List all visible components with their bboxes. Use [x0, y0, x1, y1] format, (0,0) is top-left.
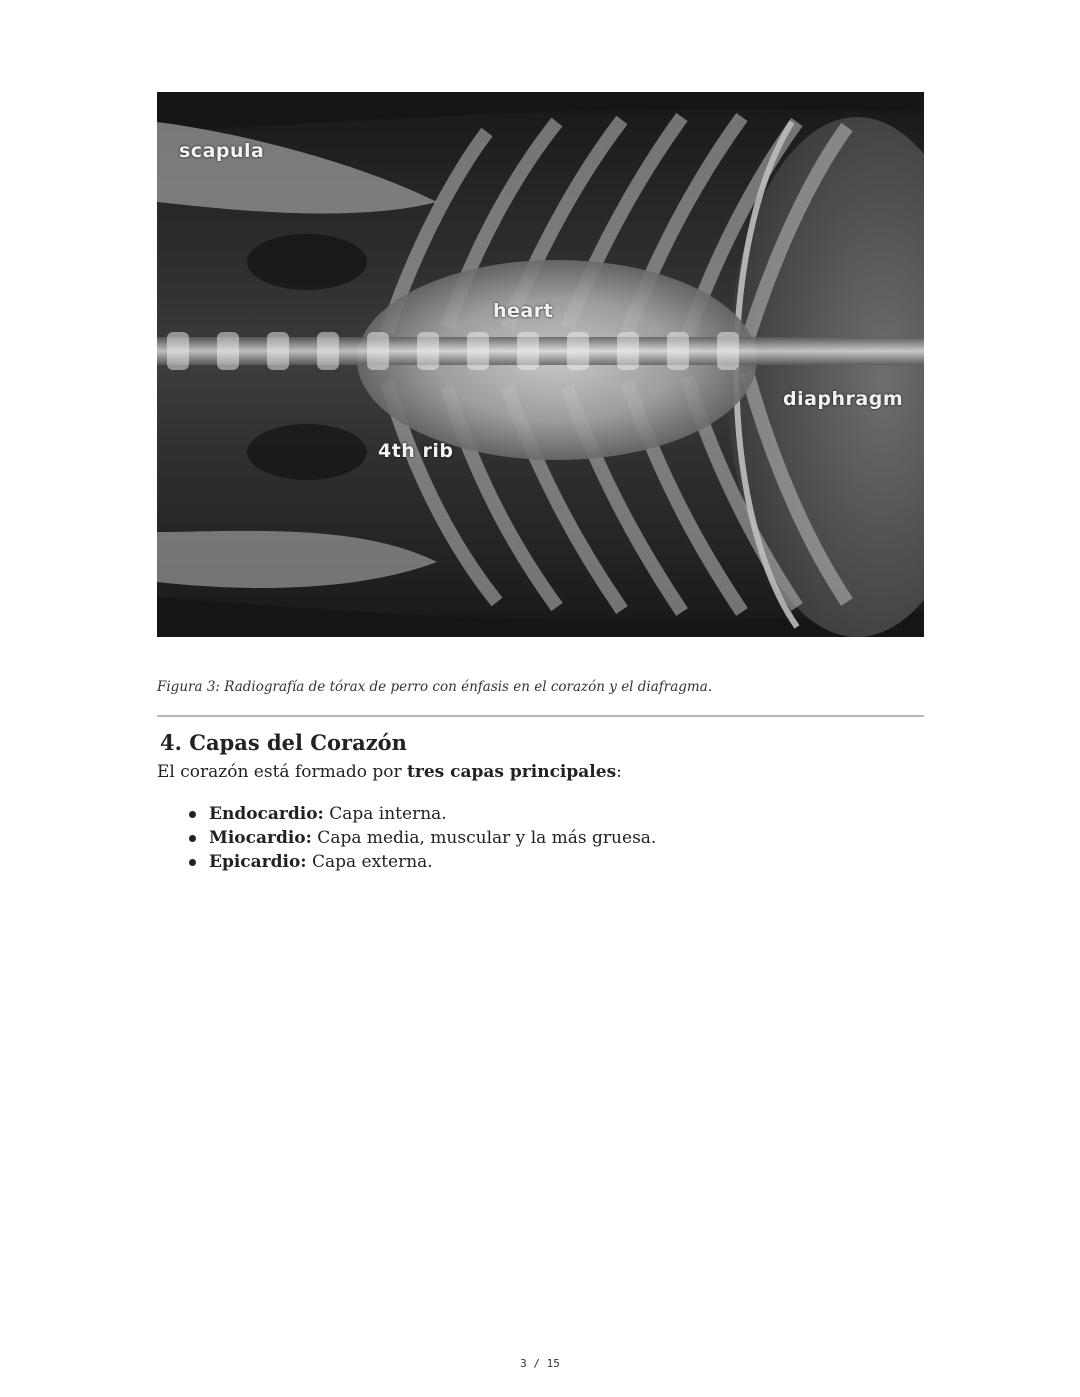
list-item: [187, 802, 656, 826]
intro-text-before: El corazón está formado por: [157, 762, 408, 782]
heart-layers-list: [187, 802, 656, 874]
bullet-icon: [189, 859, 196, 866]
bullet-icon: [189, 835, 196, 842]
layer-term: Endocardio:: [209, 804, 324, 824]
layer-description: Capa interna.: [323, 804, 447, 824]
figure-caption: Figura 3: Radiografía de tórax de perro con énfasis en el corazón y el diafragma.: [157, 679, 713, 695]
xray-drawing: [157, 92, 924, 637]
layer-description: Capa externa.: [306, 852, 433, 872]
layer-term: Epicardio:: [209, 852, 307, 872]
section-divider: [157, 715, 924, 717]
label-4th-rib: 4th rib: [378, 440, 454, 462]
list-item: [187, 850, 656, 874]
intro-text-bold: tres capas principales: [407, 762, 617, 782]
section-intro: [157, 762, 622, 782]
section-heading: 4. Capas del Corazón: [160, 730, 407, 755]
list-item: [187, 826, 656, 850]
label-diaphragm: diaphragm: [783, 388, 904, 410]
bullet-icon: [189, 811, 196, 818]
intro-text-after: :: [616, 762, 622, 782]
label-heart: heart: [493, 300, 554, 322]
page-number: 3 / 15: [520, 1357, 560, 1370]
layer-description: Capa media, muscular y la más gruesa.: [311, 828, 657, 848]
layer-term: Miocardio:: [209, 828, 312, 848]
label-scapula: scapula: [179, 140, 265, 162]
xray-image: [157, 92, 924, 637]
